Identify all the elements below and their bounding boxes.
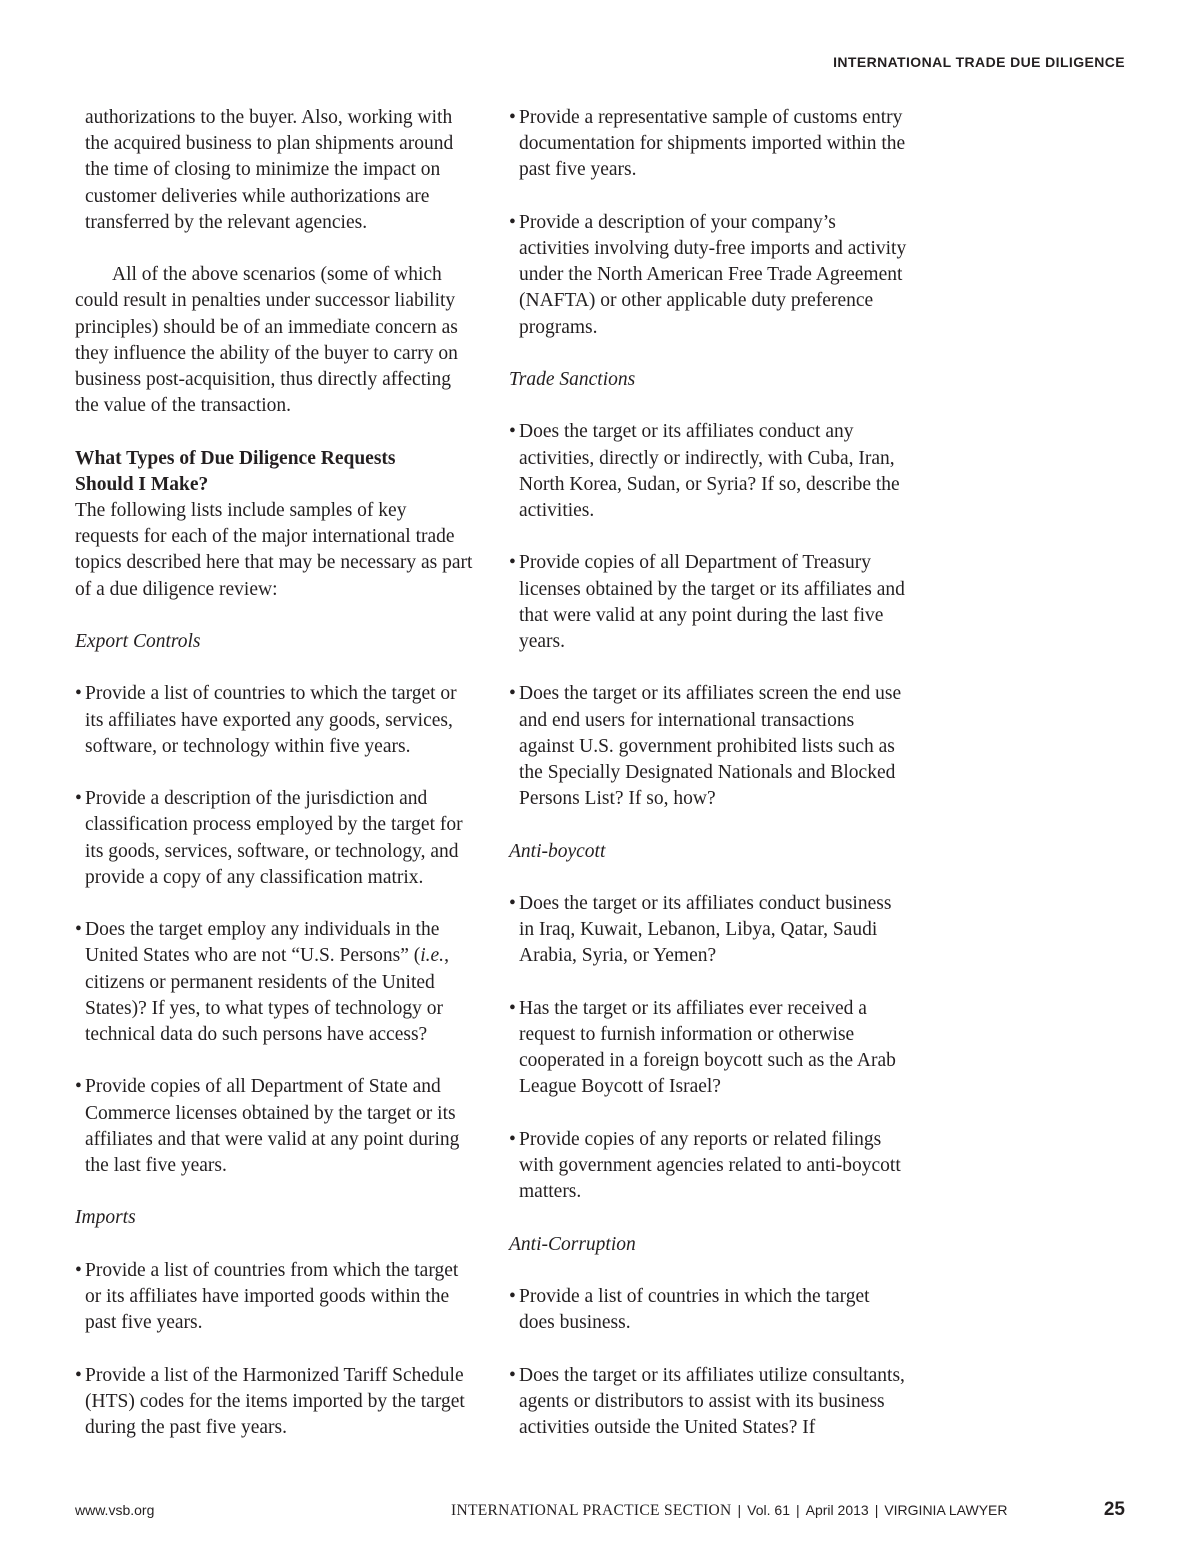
- list-item: [75, 786, 475, 891]
- page-number: 25: [1103, 1499, 1125, 1520]
- list-item-text-italic: i.e.: [420, 945, 445, 967]
- list-item: [509, 996, 909, 1101]
- continuation-paragraph: authorizations to the buyer. Also, working with the acquired business to plan shipments around the time of closing to minimize the impact on customer deliveries while authorizations are transferred by the relevant agencies.: [85, 107, 454, 233]
- list-item-text: Does the target or its affiliates utilize consultants, agents or distributors to assist with its business activities outside the United States? If: [519, 1364, 905, 1438]
- list-item: [75, 1363, 475, 1442]
- list-item-text: Provide copies of any reports or related filings with government agencies related to anti-boycott matters.: [519, 1128, 901, 1203]
- intro-paragraph: The following lists include samples of key requests for each of the major international trade topics described here that may be necessary as part of a due diligence review:: [75, 500, 473, 600]
- bullet-icon: •: [509, 211, 516, 233]
- bullet-icon: •: [509, 683, 516, 705]
- bullet-icon: •: [509, 892, 516, 914]
- footer-url: www.vsb.org: [75, 1502, 155, 1518]
- list-item-text: Provide a list of countries from which the target or its affiliates have imported goods within the past five years.: [85, 1259, 459, 1334]
- subheading-anti-corruption: Anti-Corruption: [509, 1233, 636, 1255]
- list-item-text: Does the target or its affiliates conduct any activities, directly or indirectly, with Cuba, Iran, North Korea, Sudan, or Syria? If so, describe the activities.: [519, 421, 900, 521]
- list-item: [509, 550, 909, 655]
- list-item-text: Provide copies of all Department of State and Commerce licenses obtained by the target or its affiliates and that were valid at any point during the last five years.: [85, 1076, 460, 1177]
- running-header: INTERNATIONAL TRADE DUE DILIGENCE: [833, 54, 1125, 70]
- right-column: [509, 105, 909, 1467]
- subheading-trade-sanctions: Trade Sanctions: [509, 369, 636, 390]
- scenarios-paragraph: All of the above scenarios (some of which could result in penalties under successor liability principles) should be of an immediate concern as they influence the ability of the buyer to carry on business post-acquisition, thus directly affecting the value of the transaction.: [75, 264, 458, 417]
- list-item-text: Provide a representative sample of customs entry documentation for shipments imported within the past five years.: [519, 107, 906, 181]
- bullet-icon: •: [75, 919, 82, 941]
- bullet-icon: •: [75, 1364, 82, 1386]
- bullet-icon: •: [509, 1364, 516, 1386]
- list-item: [75, 681, 475, 760]
- footer-section: INTERNATIONAL PRACTICE SECTION: [451, 1502, 732, 1519]
- subheading-anti-boycott: Anti-boycott: [509, 840, 606, 862]
- list-item: [75, 1258, 475, 1337]
- bullet-icon: •: [509, 997, 516, 1019]
- bullet-icon: •: [75, 788, 82, 810]
- list-item-text: Has the target or its affiliates ever received a request to furnish information or otherwise cooperated in a foreign boycott such as the Arab League Boycott of Israel?: [519, 997, 896, 1098]
- section-heading: What Types of Due Diligence Requests Should I Make?: [75, 447, 396, 495]
- page-footer: [0, 1500, 1200, 1540]
- footer-publication: VIRGINIA LAWYER: [884, 1502, 1008, 1518]
- list-item: [509, 681, 909, 812]
- bullet-icon: •: [75, 1076, 82, 1098]
- bullet-icon: •: [509, 421, 516, 443]
- left-column: [75, 105, 475, 1467]
- list-item: [509, 1363, 909, 1442]
- footer-separator: |: [737, 1502, 742, 1518]
- list-item: [509, 1127, 909, 1206]
- bullet-icon: •: [509, 552, 516, 574]
- list-item-text: Provide a description of the jurisdiction and classification process employed by the target for its goods, services, software, or technology, and provide a copy of any classification matrix.: [85, 788, 463, 888]
- list-item-text: Provide a list of countries in which the target does business.: [519, 1285, 870, 1334]
- list-item-text-before: Does the target employ any individuals in the United States who are not “U.S. Persons” (: [85, 919, 440, 967]
- footer-date: April 2013: [805, 1502, 869, 1518]
- list-item: [75, 1074, 475, 1179]
- list-item-text-after: , citizens or permanent residents of the United States)? If yes, to what types of technology or technical data do such persons have access?: [85, 945, 449, 1046]
- list-item: [509, 105, 909, 184]
- list-item: [509, 1284, 909, 1336]
- subheading-export-controls: Export Controls: [75, 631, 201, 653]
- list-item: [509, 419, 909, 524]
- list-item-text: Provide a list of countries to which the target or its affiliates have exported any goods, services, software, or technology within five years.: [85, 683, 457, 757]
- bullet-icon: •: [509, 107, 516, 128]
- list-item-text: Does the target or its affiliates conduct business in Iraq, Kuwait, Lebanon, Libya, Qatar, Saudi Arabia, Syria, or Yemen?: [519, 892, 892, 967]
- list-item: [509, 210, 909, 341]
- subheading-imports: Imports: [75, 1207, 136, 1229]
- bullet-icon: •: [509, 1285, 516, 1307]
- list-item-text: Does the target or its affiliates screen the end use and end users for international transactions against U.S. government prohibited lists such as the Specially Designated Nationals and Blocked Persons List? If so, how?: [519, 683, 902, 810]
- footer-separator: |: [796, 1502, 800, 1518]
- list-item-text: Provide copies of all Department of Treasury licenses obtained by the target or its affiliates and that were valid at any point during the last five years.: [519, 552, 905, 652]
- list-item-text: Provide a description of your company’s activities involving duty-free imports and activity under the North American Free Trade Agreement (NAFTA) or other applicable duty preference programs.: [519, 211, 907, 338]
- bullet-icon: •: [75, 683, 82, 705]
- footer-separator: |: [874, 1502, 879, 1518]
- list-item: [75, 917, 475, 1048]
- footer-volume: Vol. 61: [747, 1502, 790, 1518]
- bullet-icon: •: [75, 1259, 82, 1281]
- list-item: [509, 891, 909, 970]
- bullet-icon: •: [509, 1128, 516, 1150]
- list-item-text: Provide a list of the Harmonized Tariff Schedule (HTS) codes for the items imported by the target during the past five years.: [85, 1364, 465, 1438]
- footer-journal: [451, 1502, 1008, 1520]
